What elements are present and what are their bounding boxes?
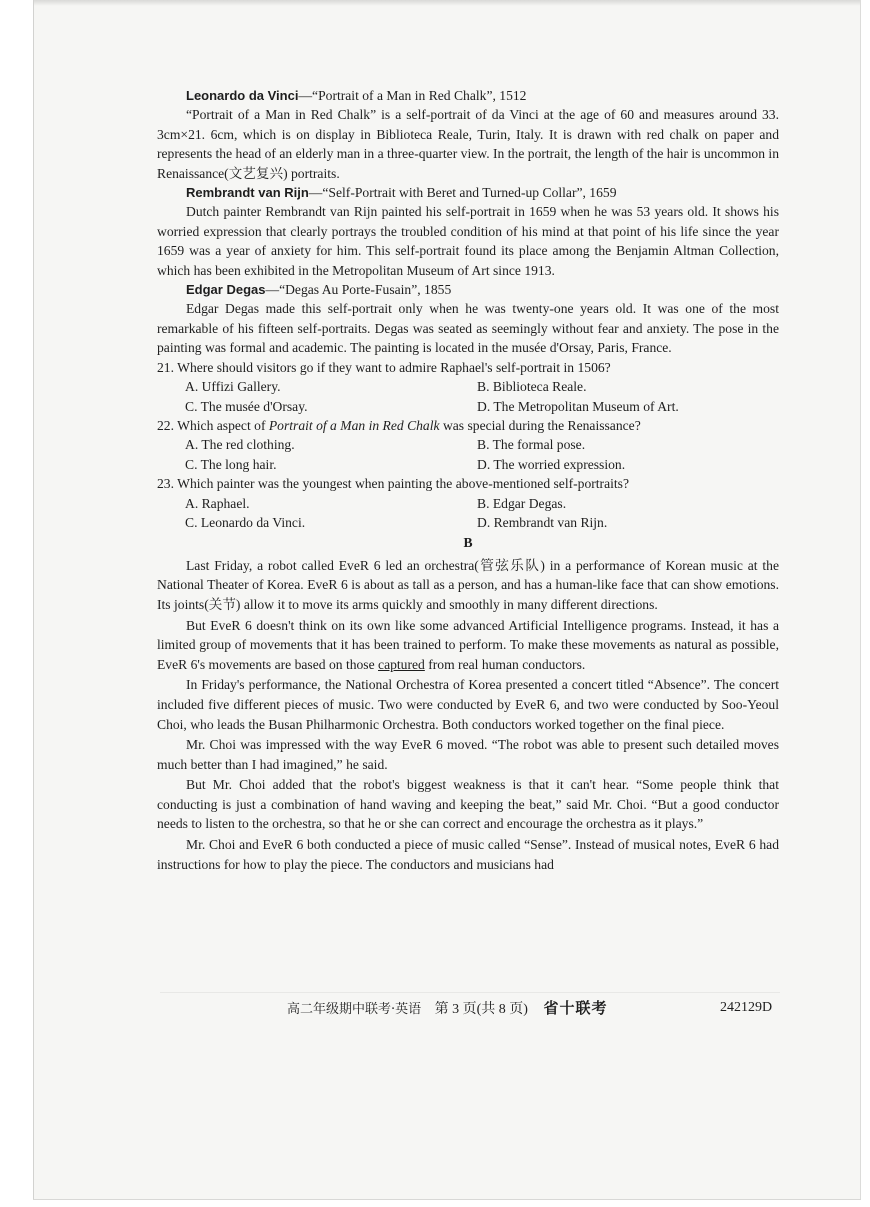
- section-b-label: B: [463, 535, 473, 551]
- stem-italic-title: Portrait of a Man in Red Chalk: [268, 417, 440, 433]
- page-footer: [287, 996, 807, 1020]
- option-a: A. Raphael.: [185, 495, 250, 511]
- option-d: D. The worried expression.: [477, 456, 626, 472]
- passage-b-paragraph-5: But Mr. Choi added that the robot's biggest weakness is that it can't hear. “Some people think that conducting is just a combination of hand waving and keeping the beat,” said Mr. Choi. “But a good conductor needs to listen to the orchestra, so that he or she can correct and encourage the orchestra as it plays.”: [157, 777, 779, 832]
- stem-text: 22. Which aspect of: [157, 417, 269, 433]
- paragraph-text: But EveR 6 doesn't think on its own like some advanced Artificial Intelligence programs. Instead, it has a limited group of movements that it has been trained to perform. To make these movements as natural as possible, EveR 6's movements are based on those: [157, 617, 779, 672]
- passage-b-paragraph-6: Mr. Choi and EveR 6 both conducted a piece of music called “Sense”. Instead of musical notes, EveR 6 had instructions for how to play the piece. The conductors and musicians had: [157, 837, 779, 872]
- option-c: C. Leonardo da Vinci.: [185, 514, 306, 530]
- question-23-options: [157, 494, 779, 533]
- artist-heading-degas: [157, 280, 779, 299]
- sheet-left-edge: [33, 0, 34, 1200]
- question-22-options: [157, 435, 779, 474]
- artist-heading-rembrandt: [157, 183, 779, 202]
- question-21-options: [157, 377, 779, 416]
- page-content: [157, 86, 779, 874]
- brand-logo-text: 省十联考: [543, 999, 608, 1017]
- artist-description-leonardo: “Portrait of a Man in Red Chalk” is a self-portrait of da Vinci at the age of 60 and measures around 33. 3cm×21. 6cm, which is on display in Biblioteca Reale, Turin, Italy. It is drawn with red chalk on paper and represents the head of an elderly man in a three-quarter view. In the portrait, the length of the hair is uncommon in Renaissance(文艺复兴) portraits.: [157, 107, 779, 181]
- option-d: D. The Metropolitan Museum of Art.: [477, 398, 679, 414]
- underlined-word: captured: [378, 656, 425, 672]
- sheet-right-edge: [860, 0, 861, 1200]
- option-a: A. Uffizi Gallery.: [185, 379, 281, 395]
- question-23-stem: 23. Which painter was the youngest when painting the above-mentioned self-portraits?: [157, 476, 629, 492]
- paragraph-text: from real human conductors.: [424, 656, 586, 672]
- footer-divider: [160, 992, 780, 993]
- artist-description-rembrandt: Dutch painter Rembrandt van Rijn painted his self-portrait in 1659 when he was 53 years old. It shows his worried expression that clearly portrays the troubled condition of his mind at that point of his life since the year 1659 was a year of anxiety for him. This self-portrait found its place among the Benjamin Altman Collection, which has been exhibited in the Metropolitan Museum of Art since 1913.: [157, 204, 779, 278]
- artwork-title: —“Portrait of a Man in Red Chalk”, 1512: [298, 88, 527, 103]
- option-b: B. The formal pose.: [477, 437, 586, 453]
- sheet-top-shadow: [33, 0, 861, 6]
- artwork-title: —“Self-Portrait with Beret and Turned-up Collar”, 1659: [308, 185, 617, 201]
- option-b: B. Edgar Degas.: [477, 495, 567, 511]
- artist-name: Leonardo da Vinci: [186, 88, 299, 103]
- passage-b-paragraph-3: In Friday's performance, the National Orchestra of Korea presented a concert titled “Absence”. The concert included five different pieces of music. Two were conducted by EveR 6, and two were conducted by Soo-Yeoul Choi, who leads the Busan Philharmonic Orchestra. Both conductors worked together on the final piece.: [157, 677, 779, 732]
- question-22-stem: [157, 416, 779, 435]
- option-d: D. Rembrandt van Rijn.: [477, 514, 608, 530]
- artist-description-degas: Edgar Degas made this self-portrait only when he was twenty-one years old. It was one of the most remarkable of his fifteen self-portraits. Degas was seated as seemingly without fear and anxiety. The pose in the painting was formal and academic. The painting is located in the musée d'Orsay, Paris, France.: [157, 301, 779, 356]
- option-c: C. The long hair.: [185, 456, 277, 472]
- option-b: B. Biblioteca Reale.: [477, 379, 587, 395]
- sheet-bottom-edge: [33, 1199, 861, 1200]
- option-a: A. The red clothing.: [185, 437, 295, 453]
- stem-text: was special during the Renaissance?: [439, 417, 641, 433]
- passage-b-paragraph-4: Mr. Choi was impressed with the way EveR 6 moved. “The robot was able to present such detailed moves much better than I had imagined,” he said.: [157, 737, 779, 772]
- exam-title: 高二年级期中联考·英语: [287, 1002, 422, 1017]
- passage-b-paragraph-1: Last Friday, a robot called EveR 6 led an orchestra(管弦乐队) in a performance of Korean music at the National Theater of Korea. EveR 6 is about as tall as a person, and has a human-like face that can show emotions. Its joints(关节) allow it to move its arms quickly and smoothly in many different directions.: [157, 557, 779, 612]
- question-21-stem: 21. Where should visitors go if they want to admire Raphael's self-portrait in 1506?: [157, 359, 611, 375]
- passage-b-paragraph-2: [157, 616, 779, 675]
- artist-name: Edgar Degas: [186, 282, 266, 298]
- artist-name: Rembrandt van Rijn: [186, 185, 309, 201]
- option-c: C. The musée d'Orsay.: [185, 398, 308, 414]
- artwork-title: —“Degas Au Porte-Fusain”, 1855: [265, 282, 452, 298]
- exam-code: 242129D: [720, 1000, 773, 1015]
- artist-heading-leonardo: [157, 86, 779, 105]
- page-number: 第 3 页(共 8 页): [434, 1002, 528, 1017]
